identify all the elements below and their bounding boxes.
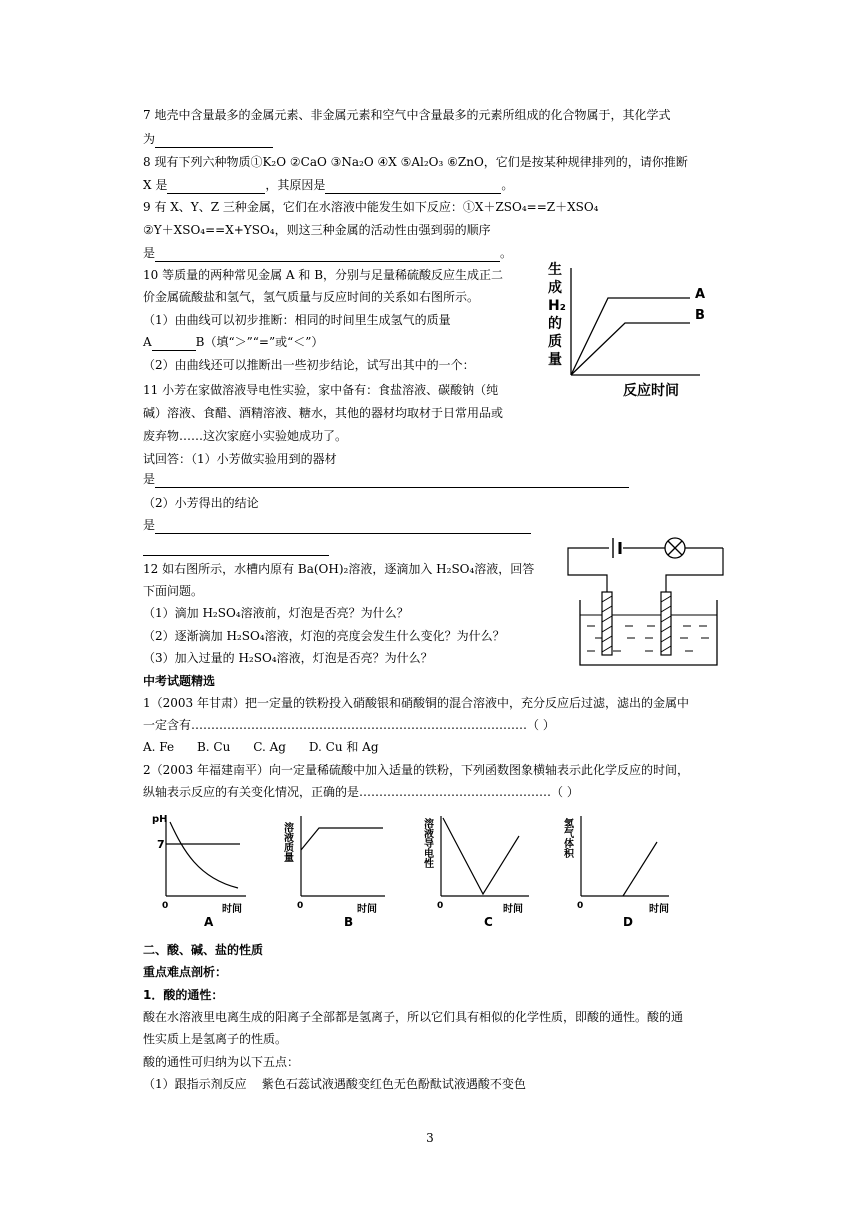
electrode-right	[661, 592, 671, 655]
answer-blank[interactable]	[155, 473, 629, 488]
acid-p3: 酸的通性可归纳为以下五点：	[143, 1055, 300, 1069]
q10-xlabel: 反应时间	[623, 383, 679, 399]
e2-line1: 2（2003 年福建南平）向一定量稀硫酸中加入适量的铁粉，下列函数图象横轴表示此化学反应的时间，	[143, 763, 689, 777]
q9-line1: 9 有 X、Y、Z 三种金属，它们在水溶液中能发生如下反应：①X＋ZSO₄==Z＋XSO₄	[143, 200, 599, 214]
svg-text:0: 0	[297, 901, 304, 911]
key-title: 重点难点剖析：	[143, 965, 228, 979]
e1-options: A. Fe B. Cu C. Ag D. Cu 和 Ag	[143, 740, 379, 754]
e2-line2: 纵轴表示反应的有关变化情况，正确的是…………………………………………（ ）	[143, 785, 579, 799]
e1-line1: 1（2003 年甘肃）把一定量的铁粉投入硝酸银和硝酸铜的混合溶液中，充分反应后过滤，滤出的金属中	[143, 696, 689, 710]
water-tank	[580, 600, 717, 665]
q9-line3: 是 。	[143, 246, 513, 260]
q10-line4: A B（填“＞”“=”或“＜”）	[143, 335, 324, 349]
q10-label-a: A	[695, 287, 706, 302]
q11-line5: 是	[143, 470, 629, 488]
q12-line3: （1）滴加 H₂SO₄溶液前，灯泡是否亮？为什么？	[143, 606, 409, 620]
q11-line2: 碱）溶液、食醋、酒精溶液、糖水，其他的器材均取材于日常用品或	[143, 406, 504, 420]
q7-line2: 为	[143, 130, 273, 148]
graph-c-caption: C	[484, 915, 493, 929]
page-number: 3	[426, 1131, 434, 1145]
svg-text:时间: 时间	[222, 904, 242, 915]
q10-chart	[540, 258, 730, 403]
graph-a	[148, 808, 248, 916]
circuit-diagram	[565, 530, 730, 675]
q11-line3: 废弃物……这次家庭小实验她成功了。	[143, 429, 348, 443]
bulb-icon	[665, 538, 685, 558]
answer-blank[interactable]	[167, 179, 265, 194]
q10-label-b: B	[695, 308, 705, 323]
svg-text:7: 7	[157, 838, 165, 851]
section2-title: 二、酸、碱、盐的性质	[143, 943, 264, 957]
svg-text:时间: 时间	[357, 904, 377, 915]
q10-ylabel: 生成 H₂ 的质量	[548, 262, 566, 368]
q12-line2: 下面问题。	[143, 584, 204, 598]
svg-text:0: 0	[437, 901, 444, 911]
q11-line1: 11 小芳在家做溶液导电性实验，家中备有：食盐溶液、碳酸钠（纯	[143, 383, 499, 397]
svg-text:0: 0	[577, 901, 584, 911]
graph-b-caption: B	[344, 915, 354, 929]
acid-p2: 性实质上是氢离子的性质。	[143, 1032, 288, 1046]
q9-line2: ②Y＋XSO₄==X+YSO₄，则这三种金属的活动性由强到弱的顺序	[143, 223, 491, 237]
acid-title: 1．酸的通性：	[143, 988, 224, 1002]
q11-line8	[143, 538, 329, 556]
svg-text:时间: 时间	[649, 904, 669, 915]
answer-blank[interactable]	[152, 336, 196, 351]
q8-line2: X 是 ，其原因是 。	[143, 178, 514, 192]
acid-p1: 酸在水溶液里电离生成的阳离子全部都是氢离子，所以它们具有相似的化学性质，即酸的通性。酸的通	[143, 1010, 684, 1024]
svg-text:pH: pH	[152, 814, 168, 825]
graph-c	[421, 808, 535, 916]
answer-blank[interactable]	[143, 541, 329, 556]
q11-line4: 试回答：（1）小芳做实验用到的器材	[143, 452, 337, 466]
graph-b	[281, 808, 390, 916]
q10-curve-a	[571, 298, 690, 375]
electrode-left	[602, 592, 612, 655]
q12-line1: 12 如右图所示，水槽内原有 Ba(OH)₂溶液，逐滴加入 H₂SO₄溶液，回答	[143, 562, 535, 576]
answer-blank[interactable]	[325, 179, 501, 194]
q11-line7: 是	[143, 516, 531, 534]
graph-a-caption: A	[204, 915, 214, 929]
graph-d-ylabel: 氢气体积	[561, 818, 573, 858]
answer-blank[interactable]	[155, 519, 531, 534]
section-exam-title: 中考试题精选	[143, 674, 216, 688]
q10-line1: 10 等质量的两种常见金属 A 和 B，分别与足量稀硫酸反应生成正二	[143, 268, 504, 282]
q10-line2: 价金属硫酸盐和氢气，氢气质量与反应时间的关系如右图所示。	[143, 290, 480, 304]
e1-line2: 一定含有…………………………………………………………………………（ ）	[143, 718, 555, 732]
q11-line6: （2）小芳得出的结论	[143, 496, 259, 510]
svg-text:0: 0	[162, 901, 169, 911]
q12-line5: （3）加入过量的 H₂SO₄溶液，灯泡是否亮？为什么？	[143, 651, 433, 665]
q8-line1: 8 现有下列六种物质①K₂O ②CaO ③Na₂O ④X ⑤Al₂O₃ ⑥ZnO，它们是按某种规律排列的，请你推断	[143, 155, 688, 169]
graph-c-ylabel: 溶液导电性	[421, 818, 433, 868]
acid-p4: （1）跟指示剂反应 紫色石蕊试液遇酸变红色无色酚酞试液遇酸不变色	[143, 1077, 526, 1091]
answer-blank[interactable]	[155, 247, 500, 262]
q10-line3: （1）由曲线可以初步推断：相同的时间里生成氢气的质量	[143, 313, 451, 327]
graph-d-caption: D	[623, 915, 633, 929]
graph-b-ylabel: 溶液质量	[281, 822, 293, 862]
q10-curve-b	[571, 323, 690, 375]
answer-blank[interactable]	[155, 133, 273, 148]
q7-line1: 7 地壳中含量最多的金属元素、非金属元素和空气中含量最多的元素所组成的化合物属于，其化学式	[143, 108, 671, 122]
graph-d	[561, 808, 675, 916]
q12-line4: （2）逐渐滴加 H₂SO₄溶液，灯泡的亮度会发生什么变化？为什么？	[143, 629, 505, 643]
svg-text:时间: 时间	[503, 904, 523, 915]
q10-line5: （2）由曲线还可以推断出一些初步结论，试写出其中的一个：	[143, 358, 475, 372]
